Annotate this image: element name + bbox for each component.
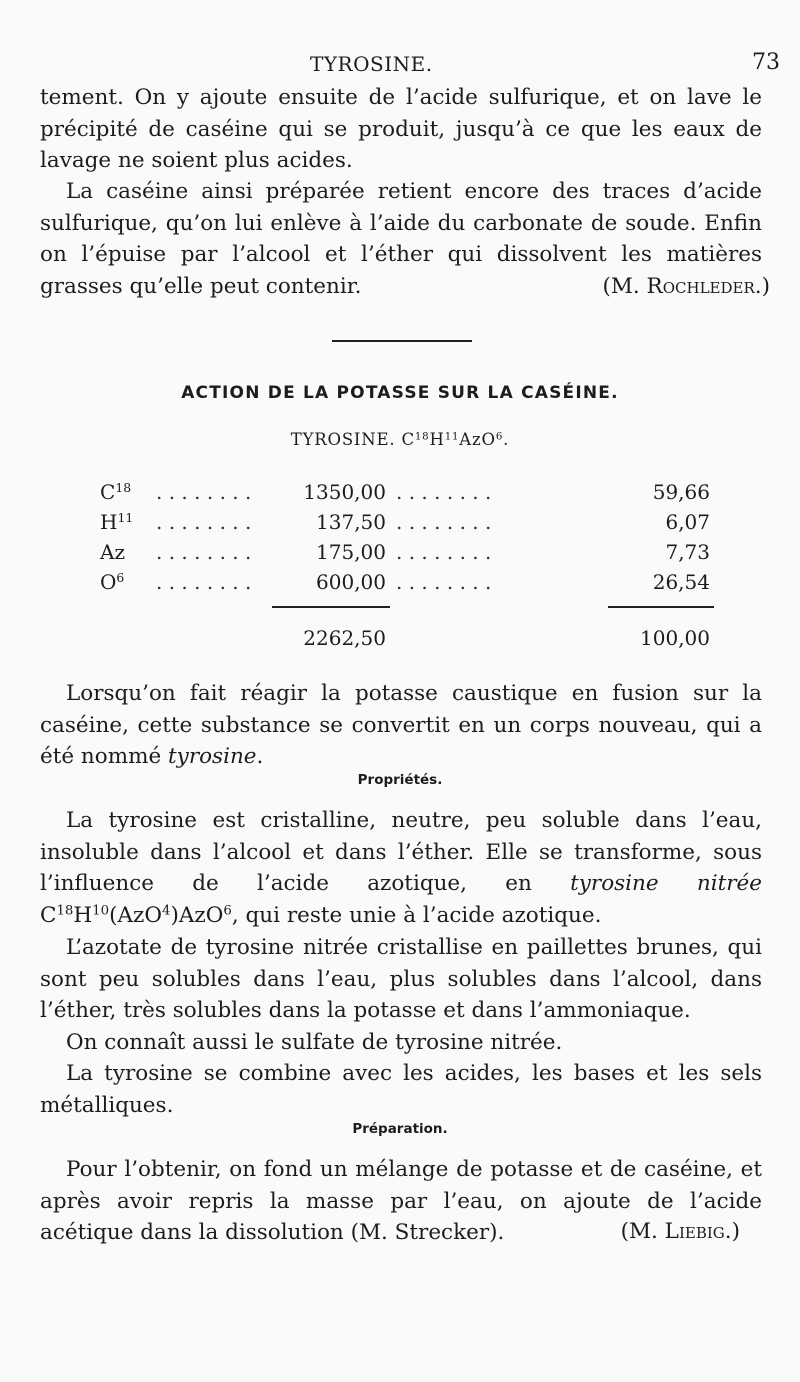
paragraph-sulfate: On connaît aussi le sulfate de tyrosine nitrée. xyxy=(66,1030,563,1055)
total-weight: 2262,50 xyxy=(303,626,386,650)
formula-end: . xyxy=(503,430,510,449)
formula-part: C xyxy=(40,902,57,928)
running-header: TYROSINE. xyxy=(310,52,433,76)
paragraph-combine: La tyrosine se combine avec les acides, les bases et les sels métalliques. xyxy=(40,1061,762,1118)
table-total-row xyxy=(0,626,800,656)
leader-dots: . . . . . . . . xyxy=(156,540,252,564)
paragraph-preparation: Pour l’obtenir, on fond un mélange de potasse et de caséine, et après avoir repris la masse par l’eau, on ajoute de l’acide acétique dans la dissolution (M. Strecker). xyxy=(40,1157,762,1245)
intro-paragraph-1: tement. On y ajoute ensuite de l’acide sulfurique, et on lave le précipité de caséine qui se produit, jusqu’à ce que les eaux de lavage ne soient plus acides. xyxy=(40,85,762,173)
row-exponent: 18 xyxy=(115,480,132,496)
heading-preparation: Préparation. xyxy=(352,1121,448,1137)
signature-liebig: (M. Liebig.) xyxy=(620,1219,740,1244)
formula-o-n: 6 xyxy=(495,431,504,443)
formula-sup: 18 xyxy=(56,903,74,919)
formula-azo: AzO xyxy=(459,430,496,449)
table-row xyxy=(0,480,800,510)
formula-h: H xyxy=(429,430,445,449)
row-weight: 1350,00 xyxy=(303,480,386,504)
leader-dots: . . . . . . . . xyxy=(396,570,492,594)
formula-c-n: 18 xyxy=(414,431,430,443)
intro-paragraph-2: La caséine ainsi préparée retient encore des traces d’acide sulfurique, qu’on lui enlève à l’aide du carbonate de soude. Enfin on l’épuise par l’alcool et l’éther qui dissolvent les matières grasses qu’elle peut contenir. xyxy=(40,179,762,299)
leader-dots: . . . . . . . . xyxy=(396,480,492,504)
leader-dots: . . . . . . . . xyxy=(396,540,492,564)
text-run: , qui reste unie à l’acide azotique. xyxy=(231,902,602,928)
table-row xyxy=(0,510,800,540)
italic-term: tyrosine nitrée xyxy=(570,871,762,896)
row-symbol: O xyxy=(100,570,117,594)
signature-rochleder: (M. Rochleder.) xyxy=(602,274,770,299)
row-percent: 7,73 xyxy=(665,540,710,564)
paragraph-properties xyxy=(40,805,762,931)
total-rule-percent xyxy=(608,606,714,608)
row-exponent: 6 xyxy=(116,570,125,586)
row-symbol: H xyxy=(100,510,118,534)
table-row xyxy=(0,570,800,600)
row-weight: 600,00 xyxy=(316,570,386,594)
formula-c: C xyxy=(401,430,415,449)
paragraph-tyrosine xyxy=(40,678,762,773)
row-exponent: 11 xyxy=(117,510,134,526)
row-percent: 26,54 xyxy=(652,570,710,594)
text-run: Lorsqu’on fait réagir la potasse caustique en fusion sur la caséine, cette substance se convertit en un corps nouveau, qui a été nommé xyxy=(40,681,762,769)
heading-properties: Propriétés. xyxy=(357,772,443,788)
section-title: ACTION DE LA POTASSE SUR LA CASÉINE. xyxy=(181,383,619,403)
text-run: . xyxy=(256,744,264,769)
table-row xyxy=(0,540,800,570)
row-symbol: Az xyxy=(100,540,125,564)
total-rule-weight xyxy=(272,606,390,608)
row-weight: 175,00 xyxy=(316,540,386,564)
leader-dots: . . . . . . . . xyxy=(156,570,252,594)
row-percent: 59,66 xyxy=(652,480,710,504)
formula-part: (AzO xyxy=(109,902,163,928)
paragraph-azotate: L’azotate de tyrosine nitrée cristallise en paillettes brunes, qui sont peu solubles dans l’eau, plus solubles dans l’alcool, dans l’éther, très solubles dans la potasse et dans l’ammoniaque. xyxy=(40,935,762,1023)
formula-sup: 6 xyxy=(223,903,232,919)
formula-part: )AzO xyxy=(170,902,224,928)
section-divider xyxy=(332,340,472,342)
formula-label: TYROSINE. xyxy=(290,430,396,449)
row-weight: 137,50 xyxy=(316,510,386,534)
row-symbol: C xyxy=(100,480,116,504)
row-percent: 6,07 xyxy=(665,510,710,534)
leader-dots: . . . . . . . . xyxy=(396,510,492,534)
formula-sup: 10 xyxy=(92,903,110,919)
formula-h-n: 11 xyxy=(444,431,460,443)
italic-term: tyrosine xyxy=(168,744,257,769)
text-run: La tyrosine est cristalline, neutre, peu soluble dans l’eau, insoluble dans l’alcool et dans l’éther. Elle se transforme, sous l’influence de l’acide azotique, en xyxy=(40,808,762,896)
formula-part: H xyxy=(73,902,93,928)
leader-dots: . . . . . . . . xyxy=(156,510,252,534)
leader-dots: . . . . . . . . xyxy=(156,480,252,504)
total-percent: 100,00 xyxy=(640,626,710,650)
formula-sup: 4 xyxy=(162,903,171,919)
tyrosine-formula xyxy=(0,430,800,449)
page-number: 73 xyxy=(752,50,780,75)
